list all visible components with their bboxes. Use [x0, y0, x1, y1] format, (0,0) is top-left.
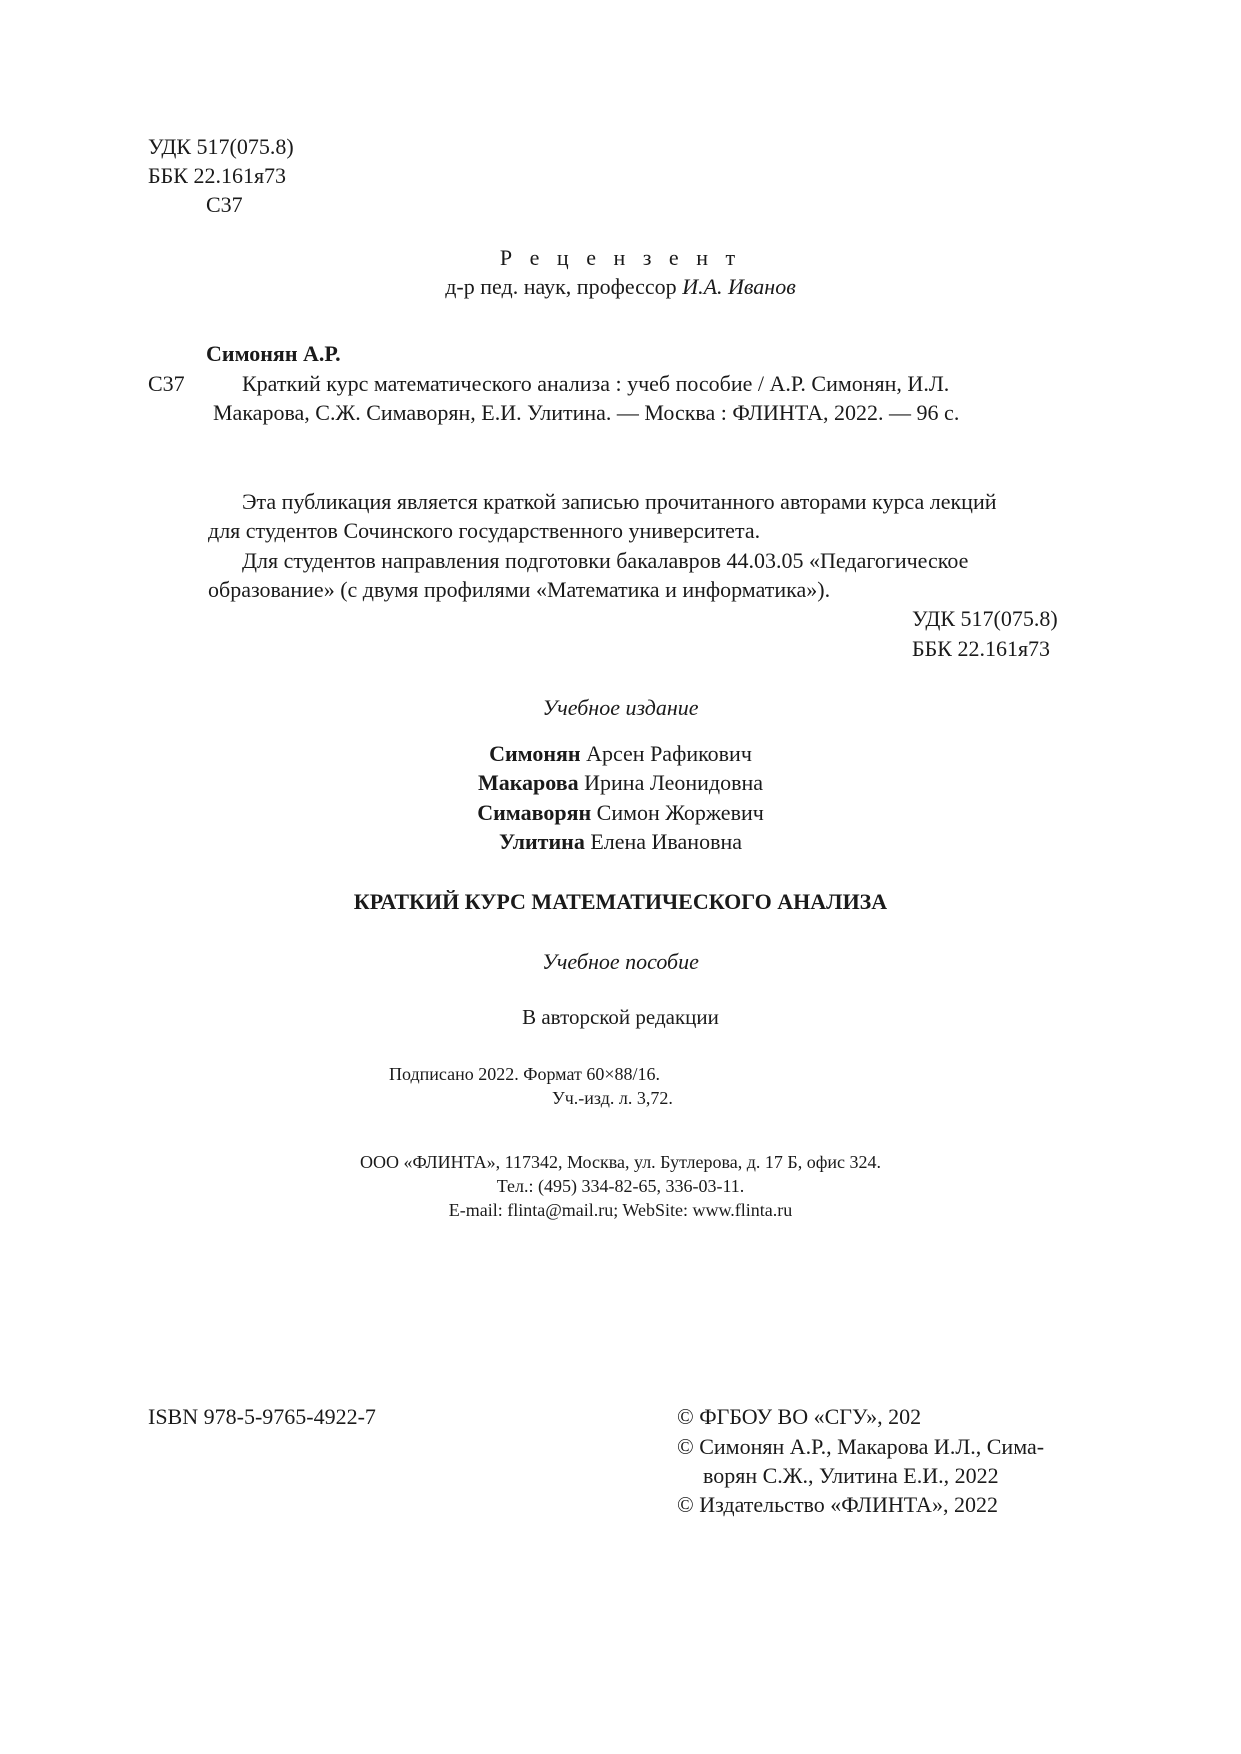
author-surname: Симаворян	[477, 800, 592, 825]
author-given-name: Симон Жоржевич	[591, 800, 764, 825]
reviewer-credentials: д-р пед. наук, профессор	[445, 274, 683, 299]
reviewer-name: И.А. Иванов	[682, 274, 796, 299]
reviewer-line	[0, 273, 1241, 301]
copyright-publisher: © Издательство «ФЛИНТА», 2022	[677, 1492, 998, 1517]
author-line	[0, 799, 1241, 827]
author-surname: Улитина	[498, 829, 585, 854]
isbn: ISBN 978-5-9765-4922-7	[148, 1404, 376, 1429]
copyright-authors-line2: ворян С.Ж., Улитина Е.И., 2022	[703, 1463, 999, 1488]
print-info-line-1: Подписано 2022. Формат 60×88/16.	[389, 1064, 660, 1084]
editorial-note: В авторской редакции	[522, 1005, 719, 1029]
annotation-p1-line1: Эта публикация является краткой записью прочитанного авторами курса лекций	[242, 489, 997, 514]
bbk-code: ББК 22.161я73	[148, 163, 287, 188]
publisher-address: ООО «ФЛИНТА», 117342, Москва, ул. Бутлерова, д. 17 Б, офис 324.	[360, 1152, 881, 1172]
book-subtitle: Учебное пособие	[542, 949, 699, 974]
author-mark: С37	[206, 192, 243, 217]
print-info-line-2: Уч.-изд. л. 3,72.	[552, 1088, 673, 1108]
author-surname: Симонян	[489, 741, 581, 766]
edition-type: Учебное издание	[542, 695, 699, 720]
author-surname: Макарова	[477, 770, 579, 795]
annotation-p2-line2: образование» (с двумя профилями «Математика и информатика»).	[208, 577, 831, 602]
udk-code: УДК 517(075.8)	[148, 134, 294, 159]
bib-line-2: Макарова, С.Ж. Симаворян, Е.И. Улитина. — Москва : ФЛИНТА, 2022. — 96 с.	[213, 400, 960, 425]
author-given-name: Арсен Рафикович	[580, 741, 752, 766]
book-title: КРАТКИЙ КУРС МАТЕМАТИЧЕСКОГО АНАЛИЗА	[353, 889, 888, 914]
annotation-bbk: ББК 22.161я73	[912, 636, 1051, 661]
author-given-name: Елена Ивановна	[584, 829, 742, 854]
bib-author: Симонян А.Р.	[206, 341, 341, 366]
bib-code: С37	[148, 371, 185, 396]
author-line	[0, 828, 1241, 856]
author-given-name: Ирина Леонидовна	[578, 770, 764, 795]
author-line	[0, 740, 1241, 768]
annotation-p1-line2: для студентов Сочинского государственного университета.	[208, 518, 761, 543]
bib-line-1: Краткий курс математического анализа : учеб пособие / А.Р. Симонян, И.Л.	[242, 371, 950, 396]
author-line	[0, 769, 1241, 797]
reviewer-heading: Р е ц е н з е н т	[499, 245, 742, 270]
copyright-university: © ФГБОУ ВО «СГУ», 202	[677, 1404, 922, 1429]
publisher-phone: Тел.: (495) 334-82-65, 336-03-11.	[496, 1176, 745, 1196]
publisher-contacts: E-mail: flinta@mail.ru; WebSite: www.flinta.ru	[448, 1200, 793, 1220]
annotation-p2-line1: Для студентов направления подготовки бакалавров 44.03.05 «Педагогическое	[242, 548, 969, 573]
copyright-authors-line1: © Симонян А.Р., Макарова И.Л., Сима-	[677, 1434, 1045, 1459]
annotation-udk: УДК 517(075.8)	[912, 606, 1058, 631]
